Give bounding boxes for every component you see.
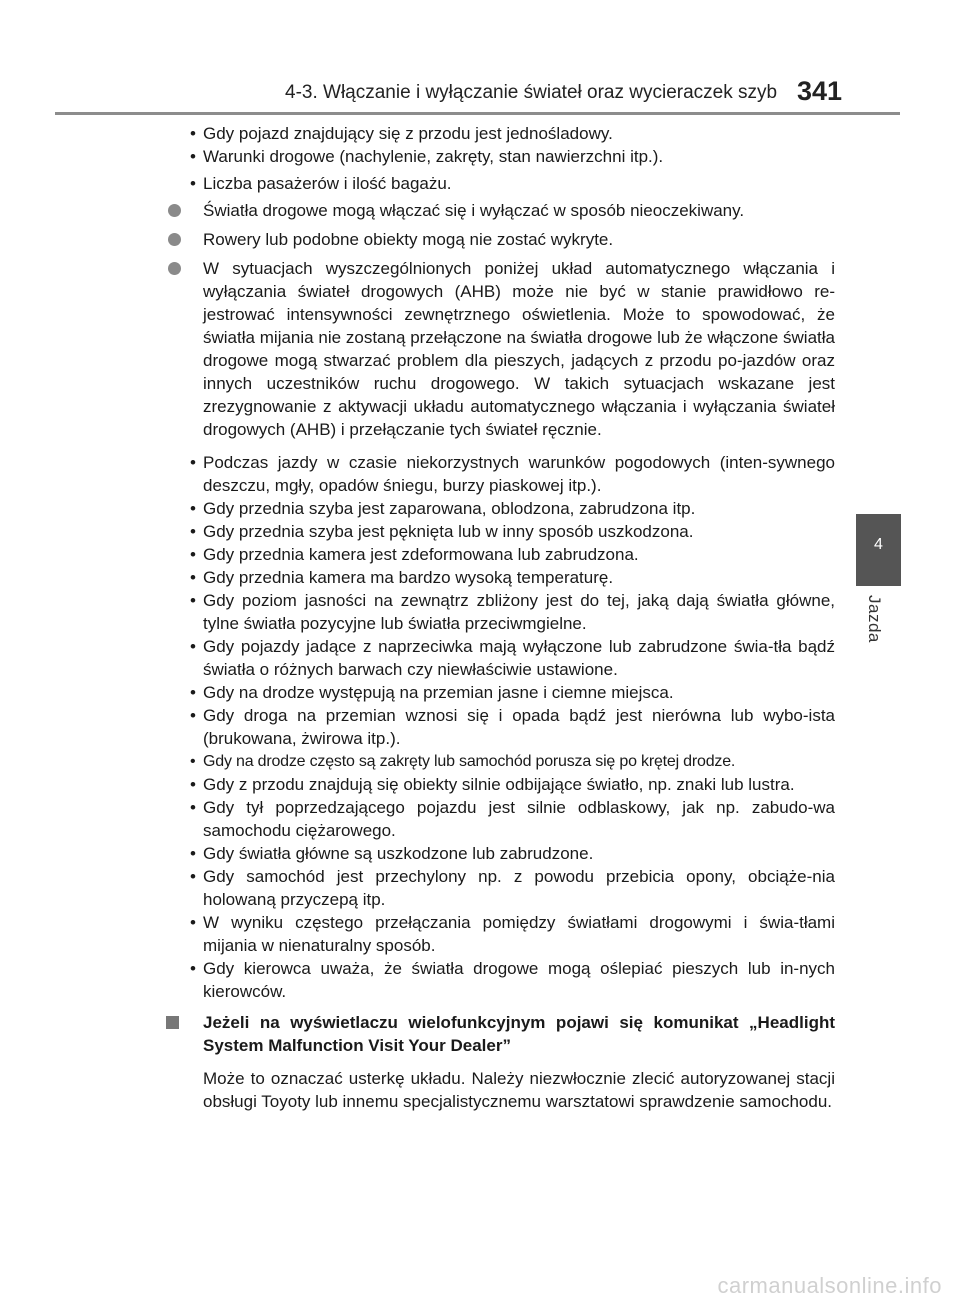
bullet-item: [160, 681, 835, 704]
bullet-item: [160, 865, 835, 911]
circle-bullet-icon: [168, 262, 181, 275]
bullet-marker: •: [190, 124, 196, 143]
chapter-label: Jazda: [865, 595, 884, 643]
bullet-item: [160, 145, 835, 168]
bullet-item: [160, 957, 835, 1003]
bullet-marker: •: [190, 545, 196, 564]
bullet-text: Gdy światła główne są uszkodzone lub zabrudzone.: [203, 844, 594, 863]
bullet-item: [160, 172, 835, 195]
header-divider: [55, 112, 900, 115]
bullet-item: [160, 451, 835, 497]
section-body: Może to oznaczać usterkę układu. Należy niezwłocznie zlecić autoryzowanej stacji obsługi Toyoty lub innemu specjalistycznemu warsztatowi sprawdzenie samochodu.: [203, 1069, 835, 1111]
page-header: [0, 0, 960, 120]
page-number: 341: [797, 76, 843, 106]
bullet-item: [160, 704, 835, 750]
bullet-marker: •: [190, 867, 196, 886]
bullet-marker: •: [190, 683, 196, 702]
circle-item-text: W sytuacjach wyszczególnionych poniżej układ automatycznego włączania i wyłączania świateł drogowych (AHB) może nie być w stanie prawidłowo re-jestrować intensywności zewnętrznego oświetlenia. Może to spowodować, że światła mijania nie zostaną przełączone na światła drogowe lub że włączone światła drogowe mogą stwarzać problem dla pieszych, jadących z przodu po-jazdów oraz innych uczestników ruchu drogowego. W takich sytuacjach wskazane jest zrezygnowanie z aktywacji układu automatycznego włączania i wyłączania świateł drogowych (AHB) i przełączanie tych świateł ręcznie.: [203, 259, 835, 439]
bullet-text: Podczas jazdy w czasie niekorzystnych warunków pogodowych (inten-sywnego deszczu, mgły, opadów śniegu, burzy piaskowej itp.).: [203, 453, 835, 495]
bullet-text: Gdy droga na przemian wznosi się i opada bądź jest nierówna lub wybo-ista (brukowana, żwirowa itp.).: [203, 706, 835, 748]
bullet-marker: •: [190, 568, 196, 587]
chapter-title: 4-3. Włączanie i wyłączanie świateł oraz wycieraczek szyb: [285, 82, 778, 103]
bullet-item: [160, 566, 835, 589]
circle-item: [160, 257, 835, 441]
bullet-text: Gdy przednia kamera jest zdeformowana lub zabrudzona.: [203, 545, 639, 564]
section-heading-text: Jeżeli na wyświetlaczu wielofunkcyjnym pojawi się komunikat „Headlight System Malfunction Visit Your Dealer”: [203, 1013, 835, 1055]
circle-bullet-icon: [168, 233, 181, 246]
bullet-text: Gdy samochód jest przechylony np. z powodu przebicia opony, obciąże-nia holowaną przyczepą itp.: [203, 867, 835, 909]
bullet-text: Gdy przednia szyba jest pęknięta lub w inny sposób uszkodzona.: [203, 522, 694, 541]
bullet-item: [160, 773, 835, 796]
bullet-marker: •: [190, 522, 196, 541]
bullet-text: Gdy pojazd znajdujący się z przodu jest jednośladowy.: [203, 124, 613, 143]
bullet-item: [160, 543, 835, 566]
bullet-marker: •: [190, 775, 196, 794]
square-bullet-icon: [166, 1016, 179, 1029]
bullet-text: Warunki drogowe (nachylenie, zakręty, stan nawierzchni itp.).: [203, 147, 664, 166]
page-content: [160, 122, 835, 1113]
bullet-item: [160, 122, 835, 145]
circle-item-text: Światła drogowe mogą włączać się i wyłączać w sposób nieoczekiwany.: [203, 201, 745, 220]
bullet-item: [160, 635, 835, 681]
bullet-text: Gdy pojazdy jadące z naprzeciwka mają wyłączone lub zabrudzone świa-tła bądź światła o różnych barwach czy niewłaściwie ustawione.: [203, 637, 835, 679]
bullet-text: Gdy poziom jasności na zewnątrz zbliżony jest do tej, jaką dają światła główne, tylne światła pozycyjne lub światła przeciwmgielne.: [203, 591, 835, 633]
bullet-text: Gdy z przodu znajdują się obiekty silnie odbijające światło, np. znaki lub lustra.: [203, 775, 795, 794]
chapter-number: 4: [874, 536, 883, 553]
circle-bullet-icon: [168, 204, 181, 217]
bullet-item: [160, 842, 835, 865]
bullet-marker: •: [190, 706, 196, 725]
bullet-text: Gdy kierowca uważa, że światła drogowe mogą oślepiać pieszych lub in-nych kierowców.: [203, 959, 835, 1001]
circle-item-text: Rowery lub podobne obiekty mogą nie zostać wykryte.: [203, 230, 614, 249]
bullet-marker: •: [190, 499, 196, 518]
bullet-marker: •: [190, 147, 196, 166]
bullet-marker: •: [190, 844, 196, 863]
bullet-marker: •: [190, 798, 196, 817]
bullet-item: [160, 520, 835, 543]
circle-item: [160, 228, 835, 251]
bullet-marker: •: [190, 913, 196, 932]
bullet-text: Gdy przednia kamera ma bardzo wysoką temperaturę.: [203, 568, 614, 587]
bullet-item: [160, 911, 835, 957]
bullet-marker: •: [190, 959, 196, 978]
bullet-text: Gdy przednia szyba jest zaparowana, oblodzona, zabrudzona itp.: [203, 499, 696, 518]
bullet-text: Gdy na drodze występują na przemian jasne i ciemne miejsca.: [203, 683, 674, 702]
bullet-marker: •: [190, 637, 196, 656]
bullet-text: Gdy na drodze często są zakręty lub samochód porusza się po krętej drodze.: [203, 753, 736, 770]
bullet-item: [160, 796, 835, 842]
bullet-text: Liczba pasażerów i ilość bagażu.: [203, 174, 452, 193]
circle-item: [160, 199, 835, 222]
bullet-text: Gdy tył poprzedzającego pojazdu jest silnie odblaskowy, jak np. zabudo-wa samochodu ciężarowego.: [203, 798, 835, 840]
watermark: carmanualsonline.info: [717, 1273, 942, 1298]
bullet-marker: •: [190, 453, 196, 472]
bullet-item: [160, 589, 835, 635]
bullet-item: [160, 497, 835, 520]
chapter-tab: [856, 514, 901, 586]
bullet-marker: •: [190, 174, 196, 193]
bullet-marker: •: [190, 753, 196, 770]
bullet-text: W wyniku częstego przełączania pomiędzy światłami drogowymi i świa-tłami mijania w nienaturalny sposób.: [203, 913, 835, 955]
bullet-marker: •: [190, 591, 196, 610]
bullet-item: [160, 750, 835, 773]
section-heading: [160, 1011, 835, 1057]
